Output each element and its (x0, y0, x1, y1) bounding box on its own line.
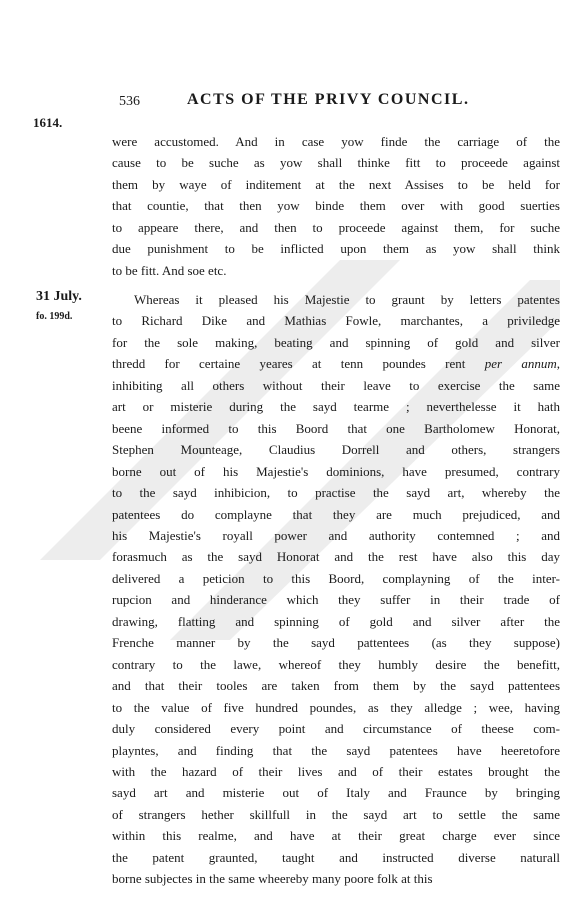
text-line: the patent graunted, taught and instructed diverse naturall (112, 849, 560, 865)
margin-date: 31 July. (36, 289, 82, 304)
text-line: to Richard Dike and Mathias Fowle, marchantes, a priviledge (112, 313, 560, 329)
text-line: inhibiting all others without their leave to exercise the same (112, 377, 560, 393)
text-line: of strangers hether skillfull in the sayd art to settle the same (112, 806, 560, 822)
text-line: Whereas it pleased his Majestie to graunt by letters patentes (134, 292, 560, 307)
text-line: with the hazard of their lives and of their estates brought the (112, 763, 560, 779)
text-line: to be fitt. And soe etc. (112, 262, 227, 278)
text-line: patentees do complayne that they are much prejudiced, and (112, 506, 560, 522)
margin-folio: fo. 199d. (36, 311, 73, 322)
text-line: Stephen Mounteage, Claudius Dorrell and others, strangers (112, 442, 560, 458)
text-line: to the sayd inhibicion, to practise the sayd art, whereby the (112, 485, 560, 501)
text-line: and that their tooles are taken from them by the sayd pattentees (112, 678, 560, 694)
text-line: Frenche manner by the sayd pattentees (as they suppose) (112, 635, 560, 651)
text-line: contrary to the lawe, whereof they humbly desire the benefitt, (112, 656, 560, 672)
text-line: for the sole making, beating and spinning of gold and silver (112, 334, 560, 350)
text-line: borne out of his Majestie's dominions, have presumed, contrary (112, 463, 560, 479)
text-line: sayd art and misterie out of Italy and Fraunce by bringing (112, 785, 560, 801)
text-line: art or misterie during the sayd tearme ; neverthelesse it hath (112, 399, 560, 415)
text-line: playntes, and finding that the sayd patentees have heeretofore (112, 742, 560, 758)
text-line: forasmuch as the sayd Honorat and the rest have also this day (112, 549, 560, 565)
text-line: cause to be suche as yow shall thinke fitt to proceede against (112, 155, 560, 171)
text-line: rupcion and hinderance which they suffer in their trade of (112, 592, 560, 608)
text-line: to the value of five hundred poundes, as they alledge ; wee, having (112, 699, 560, 715)
text-line: them by waye of inditement at the next Assises to be held for (112, 176, 560, 192)
text-line: beene informed to this Boord that one Bartholomew Honorat, (112, 420, 560, 436)
text-line: thredd for certaine yeares at tenn poundes rent per annum, (112, 356, 560, 372)
text-line: due punishment to be inflicted upon them as yow shall think (112, 241, 560, 257)
text-line: delivered a peticion to this Boord, complayning of the inter- (112, 570, 560, 586)
paragraph-order-31-july (112, 289, 560, 890)
text-line: his Majestie's royall power and authority contemned ; and (112, 527, 560, 543)
text-line: borne subjectes in the same wheereby many poore folk at this (112, 871, 433, 887)
paragraph-body-continued (112, 131, 560, 281)
text-line: were accustomed. And in case yow finde the carriage of the (112, 134, 560, 149)
text-line: drawing, flatting and spinning of gold and silver after the (112, 613, 560, 629)
page-number: 536 (119, 94, 140, 109)
text-line: duly considered every point and circumstance of theese com- (112, 721, 560, 737)
text-line: that countie, that then yow binde them over with good suerties (112, 198, 560, 214)
text-line: within this realme, and have at their great charge ever since (112, 828, 560, 844)
margin-year: 1614. (33, 115, 63, 130)
text-line: to appeare there, and then to proceede against them, for suche (112, 219, 560, 235)
running-title: ACTS OF THE PRIVY COUNCIL. (187, 91, 470, 108)
